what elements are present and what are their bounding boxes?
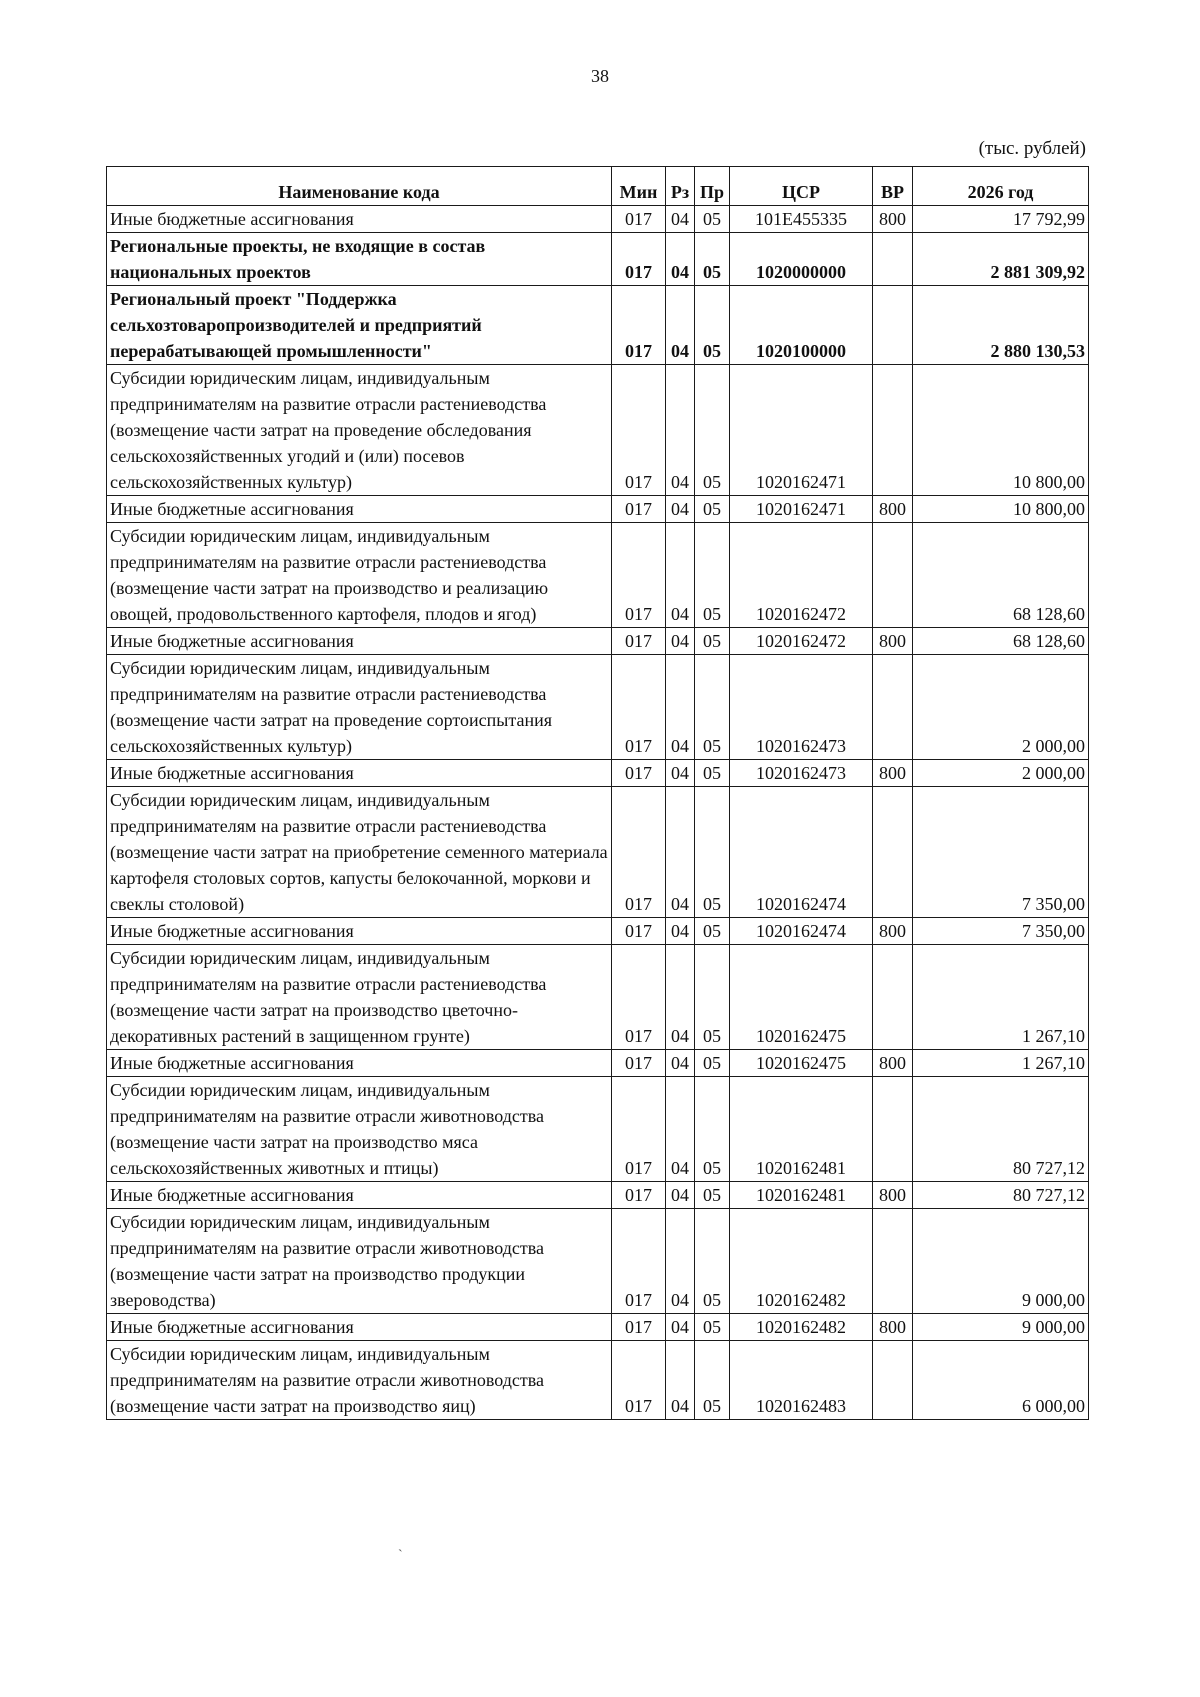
cell-csr: 1020162472 <box>730 523 873 628</box>
cell-pr: 05 <box>695 918 730 945</box>
cell-min: 017 <box>612 1077 666 1182</box>
cell-csr: 1020162471 <box>730 496 873 523</box>
cell-pr: 05 <box>695 523 730 628</box>
table-row <box>107 945 1089 1050</box>
cell-rz: 04 <box>666 523 695 628</box>
cell-pr: 05 <box>695 365 730 496</box>
cell-csr: 1020162473 <box>730 655 873 760</box>
cell-min: 017 <box>612 1341 666 1420</box>
cell-sum: 10 800,00 <box>913 496 1089 523</box>
cell-vr: 800 <box>873 1314 913 1341</box>
cell-pr: 05 <box>695 286 730 365</box>
cell-sum: 17 792,99 <box>913 206 1089 233</box>
cell-vr: 800 <box>873 206 913 233</box>
cell-rz: 04 <box>666 628 695 655</box>
cell-pr: 05 <box>695 655 730 760</box>
cell-csr: 1020162471 <box>730 365 873 496</box>
cell-sum: 2 880 130,53 <box>913 286 1089 365</box>
table-row <box>107 1182 1089 1209</box>
table-row <box>107 1314 1089 1341</box>
cell-rz: 04 <box>666 1314 695 1341</box>
table-row <box>107 655 1089 760</box>
cell-name: Иные бюджетные ассигнования <box>107 760 612 787</box>
cell-pr: 05 <box>695 1209 730 1314</box>
cell-name: Иные бюджетные ассигнования <box>107 628 612 655</box>
cell-sum: 80 727,12 <box>913 1077 1089 1182</box>
cell-min: 017 <box>612 1050 666 1077</box>
cell-rz: 04 <box>666 760 695 787</box>
header-min: Мин <box>612 167 666 206</box>
cell-sum: 7 350,00 <box>913 787 1089 918</box>
cell-csr: 101E455335 <box>730 206 873 233</box>
table-row <box>107 233 1089 286</box>
table-row <box>107 365 1089 496</box>
header-vr: ВР <box>873 167 913 206</box>
cell-name: Иные бюджетные ассигнования <box>107 206 612 233</box>
cell-name: Региональные проекты, не входящие в состав национальных проектов <box>107 233 612 286</box>
cell-name: Субсидии юридическим лицам, индивидуальным предпринимателям на развитие отрасли растениеводства (возмещение части затрат на производство и реализацию овощей, продовольственного картофеля, плодов и ягод) <box>107 523 612 628</box>
cell-min: 017 <box>612 760 666 787</box>
cell-vr <box>873 655 913 760</box>
cell-csr: 1020162473 <box>730 760 873 787</box>
cell-min: 017 <box>612 233 666 286</box>
cell-rz: 04 <box>666 655 695 760</box>
cell-pr: 05 <box>695 760 730 787</box>
cell-sum: 1 267,10 <box>913 1050 1089 1077</box>
cell-csr: 1020162475 <box>730 945 873 1050</box>
cell-name: Субсидии юридическим лицам, индивидуальным предпринимателям на развитие отрасли животноводства (возмещение части затрат на производство мяса сельскохозяйственных животных и птицы) <box>107 1077 612 1182</box>
cell-name: Региональный проект "Поддержка сельхозтоваропроизводителей и предприятий перерабатывающей промышленности" <box>107 286 612 365</box>
cell-min: 017 <box>612 1314 666 1341</box>
cell-sum: 9 000,00 <box>913 1314 1089 1341</box>
cell-pr: 05 <box>695 1341 730 1420</box>
cell-min: 017 <box>612 1209 666 1314</box>
cell-rz: 04 <box>666 1050 695 1077</box>
cell-rz: 04 <box>666 365 695 496</box>
cell-vr <box>873 1341 913 1420</box>
table-body <box>107 206 1089 1420</box>
cell-rz: 04 <box>666 945 695 1050</box>
cell-name: Иные бюджетные ассигнования <box>107 918 612 945</box>
cell-vr <box>873 1209 913 1314</box>
cell-vr: 800 <box>873 496 913 523</box>
cell-sum: 7 350,00 <box>913 918 1089 945</box>
cell-sum: 10 800,00 <box>913 365 1089 496</box>
cell-vr <box>873 233 913 286</box>
cell-name: Субсидии юридическим лицам, индивидуальным предпринимателям на развитие отрасли растениеводства (возмещение части затрат на проведение сортоиспытания сельскохозяйственных культур) <box>107 655 612 760</box>
units-label: (тыс. рублей) <box>978 138 1086 159</box>
table-header-row <box>107 167 1089 206</box>
table-row <box>107 496 1089 523</box>
cell-min: 017 <box>612 206 666 233</box>
table-row <box>107 760 1089 787</box>
cell-csr: 1020162475 <box>730 1050 873 1077</box>
cell-vr: 800 <box>873 1182 913 1209</box>
cell-name: Субсидии юридическим лицам, индивидуальным предпринимателям на развитие отрасли животноводства (возмещение части затрат на производство яиц) <box>107 1341 612 1420</box>
cell-vr: 800 <box>873 760 913 787</box>
cell-name: Иные бюджетные ассигнования <box>107 1182 612 1209</box>
cell-min: 017 <box>612 918 666 945</box>
cell-vr <box>873 523 913 628</box>
header-name: Наименование кода <box>107 167 612 206</box>
cell-min: 017 <box>612 286 666 365</box>
cell-pr: 05 <box>695 945 730 1050</box>
cell-csr: 1020162474 <box>730 787 873 918</box>
scan-artifact: ˋ <box>398 1548 403 1563</box>
cell-pr: 05 <box>695 787 730 918</box>
cell-pr: 05 <box>695 233 730 286</box>
cell-csr: 1020162481 <box>730 1077 873 1182</box>
cell-csr: 1020162483 <box>730 1341 873 1420</box>
cell-name: Иные бюджетные ассигнования <box>107 1314 612 1341</box>
cell-csr: 1020162482 <box>730 1209 873 1314</box>
cell-min: 017 <box>612 496 666 523</box>
cell-sum: 68 128,60 <box>913 523 1089 628</box>
cell-csr: 1020162472 <box>730 628 873 655</box>
cell-csr: 1020162481 <box>730 1182 873 1209</box>
cell-rz: 04 <box>666 918 695 945</box>
page-number: 38 <box>591 66 609 86</box>
cell-name: Субсидии юридическим лицам, индивидуальным предпринимателям на развитие отрасли животноводства (возмещение части затрат на производство продукции звероводства) <box>107 1209 612 1314</box>
cell-min: 017 <box>612 787 666 918</box>
cell-rz: 04 <box>666 1077 695 1182</box>
cell-rz: 04 <box>666 1182 695 1209</box>
cell-csr: 1020162474 <box>730 918 873 945</box>
table-row <box>107 787 1089 918</box>
cell-name: Субсидии юридическим лицам, индивидуальным предпринимателям на развитие отрасли растениеводства (возмещение части затрат на проведение обследования сельскохозяйственных угодий и (или) посевов сельскохозяйственных культур) <box>107 365 612 496</box>
cell-min: 017 <box>612 365 666 496</box>
cell-sum: 2 881 309,92 <box>913 233 1089 286</box>
cell-min: 017 <box>612 945 666 1050</box>
cell-min: 017 <box>612 655 666 760</box>
cell-vr <box>873 1077 913 1182</box>
table-row <box>107 628 1089 655</box>
cell-pr: 05 <box>695 496 730 523</box>
cell-pr: 05 <box>695 1077 730 1182</box>
header-sum: 2026 год <box>913 167 1089 206</box>
cell-csr: 1020100000 <box>730 286 873 365</box>
table-row <box>107 1050 1089 1077</box>
cell-sum: 2 000,00 <box>913 760 1089 787</box>
table-row <box>107 1077 1089 1182</box>
cell-min: 017 <box>612 1182 666 1209</box>
table-row <box>107 918 1089 945</box>
cell-name: Иные бюджетные ассигнования <box>107 1050 612 1077</box>
cell-pr: 05 <box>695 1314 730 1341</box>
cell-vr: 800 <box>873 918 913 945</box>
cell-sum: 6 000,00 <box>913 1341 1089 1420</box>
cell-name: Иные бюджетные ассигнования <box>107 496 612 523</box>
cell-sum: 80 727,12 <box>913 1182 1089 1209</box>
cell-rz: 04 <box>666 286 695 365</box>
cell-rz: 04 <box>666 233 695 286</box>
cell-rz: 04 <box>666 206 695 233</box>
cell-rz: 04 <box>666 787 695 918</box>
cell-pr: 05 <box>695 1050 730 1077</box>
cell-csr: 1020162482 <box>730 1314 873 1341</box>
cell-pr: 05 <box>695 628 730 655</box>
table-row <box>107 286 1089 365</box>
cell-vr: 800 <box>873 628 913 655</box>
cell-vr: 800 <box>873 1050 913 1077</box>
cell-sum: 9 000,00 <box>913 1209 1089 1314</box>
cell-vr <box>873 365 913 496</box>
header-rz: Рз <box>666 167 695 206</box>
cell-pr: 05 <box>695 1182 730 1209</box>
cell-min: 017 <box>612 628 666 655</box>
table-row <box>107 1209 1089 1314</box>
cell-vr <box>873 945 913 1050</box>
cell-name: Субсидии юридическим лицам, индивидуальным предпринимателям на развитие отрасли растениеводства (возмещение части затрат на производство цветочно-декоративных растений в защищенном грунте) <box>107 945 612 1050</box>
table-row <box>107 206 1089 233</box>
cell-rz: 04 <box>666 496 695 523</box>
cell-sum: 2 000,00 <box>913 655 1089 760</box>
cell-csr: 1020000000 <box>730 233 873 286</box>
cell-rz: 04 <box>666 1341 695 1420</box>
cell-pr: 05 <box>695 206 730 233</box>
cell-sum: 68 128,60 <box>913 628 1089 655</box>
table-row <box>107 1341 1089 1420</box>
cell-vr <box>873 787 913 918</box>
cell-sum: 1 267,10 <box>913 945 1089 1050</box>
cell-name: Субсидии юридическим лицам, индивидуальным предпринимателям на развитие отрасли растениеводства (возмещение части затрат на приобретение семенного материала картофеля столовых сортов, капусты белокочанной, моркови и свеклы столовой) <box>107 787 612 918</box>
budget-table <box>106 166 1089 1420</box>
table-row <box>107 523 1089 628</box>
header-pr: Пр <box>695 167 730 206</box>
cell-rz: 04 <box>666 1209 695 1314</box>
header-csr: ЦСР <box>730 167 873 206</box>
cell-vr <box>873 286 913 365</box>
cell-min: 017 <box>612 523 666 628</box>
